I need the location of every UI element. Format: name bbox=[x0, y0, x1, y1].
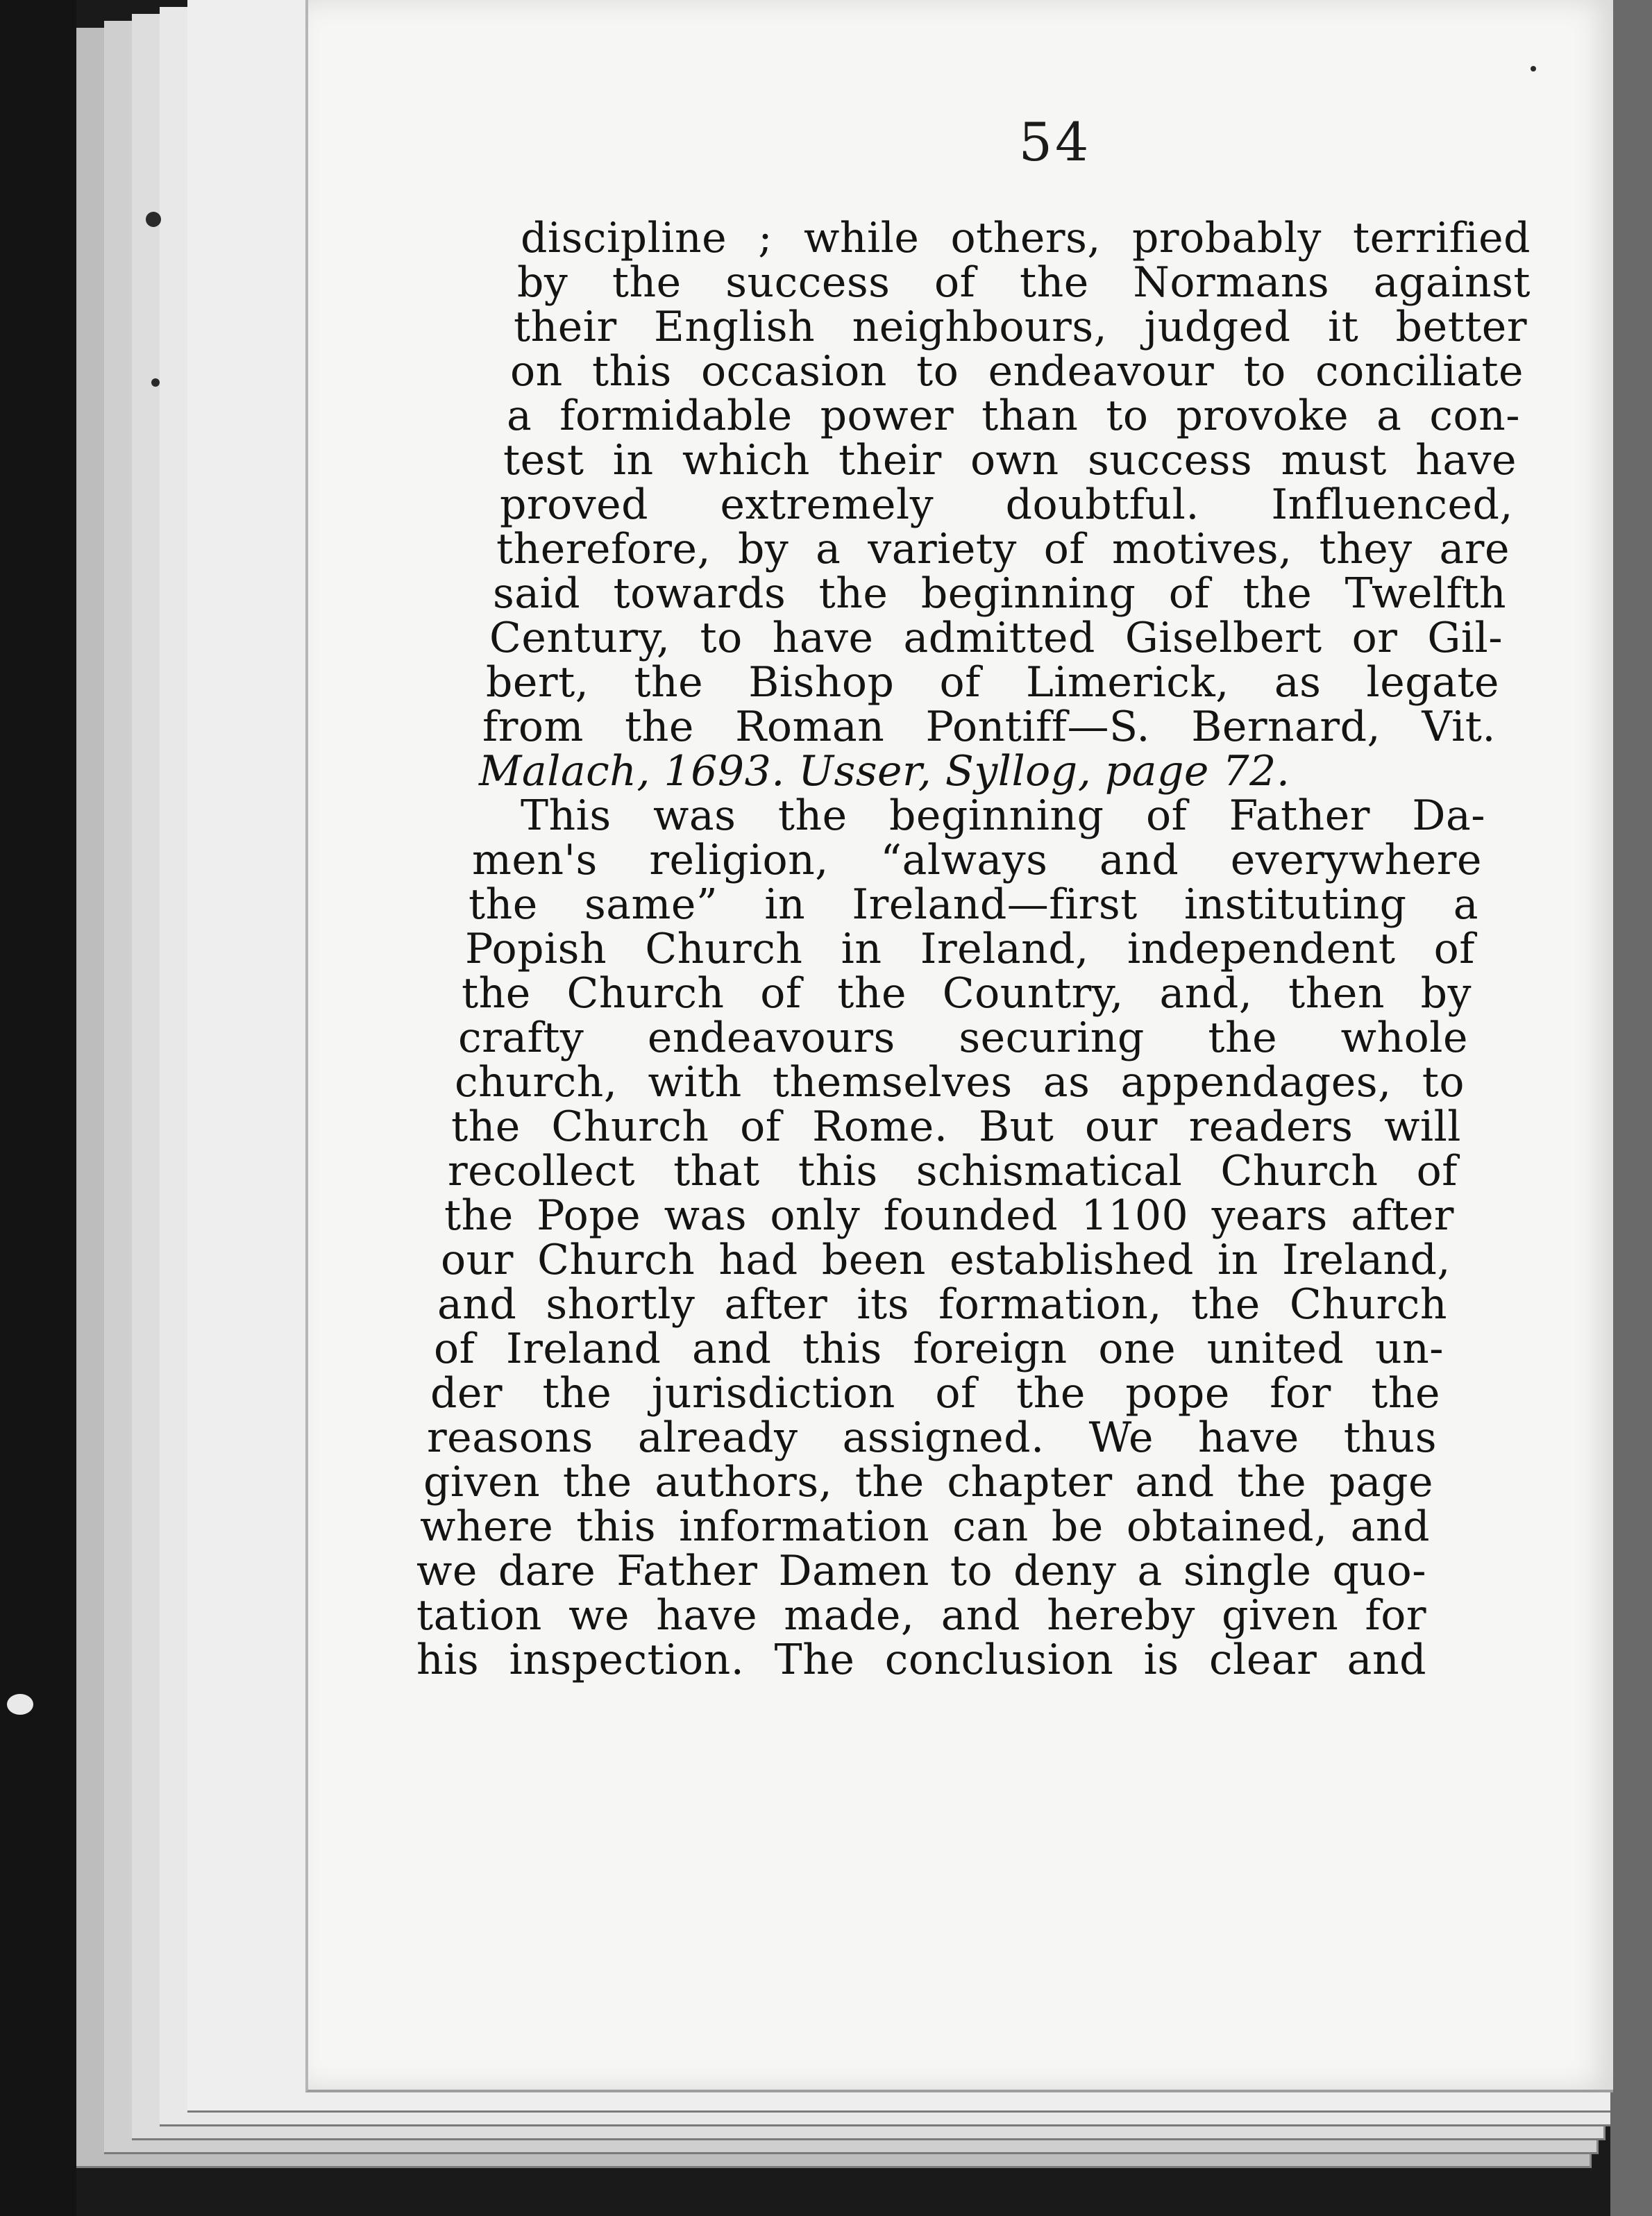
text-line: proved extremely doubtful. Influenced, bbox=[500, 480, 1513, 529]
text-line: therefore, by a variety of motives, they are bbox=[496, 525, 1510, 573]
text-line: men's religion, “always and everywhere bbox=[472, 836, 1482, 884]
text-line: recollect that this schismatical Church of bbox=[448, 1147, 1458, 1195]
text-line: This was the beginning of Father Da- bbox=[521, 791, 1485, 840]
text-line: and shortly after its formation, the Church bbox=[437, 1280, 1447, 1329]
text-line: on this occasion to endeavour to conciliate bbox=[510, 347, 1524, 396]
text-line: given the authors, the chapter and the page bbox=[423, 1458, 1433, 1506]
text-line: where this information can be obtained, and bbox=[420, 1502, 1430, 1551]
text-line: a formidable power than to provoke a con- bbox=[507, 392, 1520, 440]
text-line: discipline ; while others, probably terrified bbox=[521, 214, 1531, 262]
text-line: his inspection. The conclusion is clear and bbox=[416, 1636, 1426, 1684]
page-number: 54 bbox=[1018, 111, 1092, 173]
text-line: their English neighbours, judged it better bbox=[514, 303, 1527, 351]
scan-speck bbox=[151, 378, 160, 387]
scan-speck bbox=[7, 1694, 33, 1715]
text-line: we dare Father Damen to deny a single quo- bbox=[416, 1547, 1426, 1595]
text-line: der the jurisdiction of the pope for the bbox=[430, 1369, 1440, 1418]
text-line-citation: Malach, 1693. Usser, Syllog, page 72. bbox=[479, 747, 1290, 796]
scan-speck bbox=[146, 212, 161, 227]
text-line: crafty endeavours securing the whole bbox=[458, 1014, 1468, 1062]
text-line: Popish Church in Ireland, independent of bbox=[465, 925, 1475, 973]
text-line: test in which their own success must have bbox=[503, 436, 1517, 485]
text-line: reasons already assigned. We have thus bbox=[427, 1413, 1437, 1462]
text-line: tation we have made, and hereby given for bbox=[416, 1591, 1426, 1640]
page-body-text bbox=[0, 215, 1652, 1951]
text-line: the same” in Ireland—first instituting a bbox=[469, 880, 1478, 929]
text-line: Century, to have admitted Giselbert or Gil- bbox=[489, 614, 1503, 662]
text-line: said towards the beginning of the Twelfth bbox=[493, 569, 1506, 618]
text-line: the Pope was only founded 1100 years after bbox=[444, 1191, 1454, 1240]
text-line: the Church of Rome. But our readers will bbox=[451, 1102, 1461, 1151]
text-line: our Church had been established in Ireland, bbox=[441, 1236, 1451, 1284]
text-line: bert, the Bishop of Limerick, as legate bbox=[486, 658, 1499, 707]
text-line: of Ireland and this foreign one united un- bbox=[434, 1325, 1444, 1373]
text-line: from the Roman Pontiff—S. Bernard, Vit. bbox=[482, 703, 1496, 751]
text-line: by the success of the Normans against bbox=[517, 258, 1531, 307]
scan-speck bbox=[1531, 66, 1536, 72]
text-line: church, with themselves as appendages, to bbox=[455, 1058, 1465, 1107]
text-line: the Church of the Country, and, then by bbox=[462, 969, 1472, 1018]
